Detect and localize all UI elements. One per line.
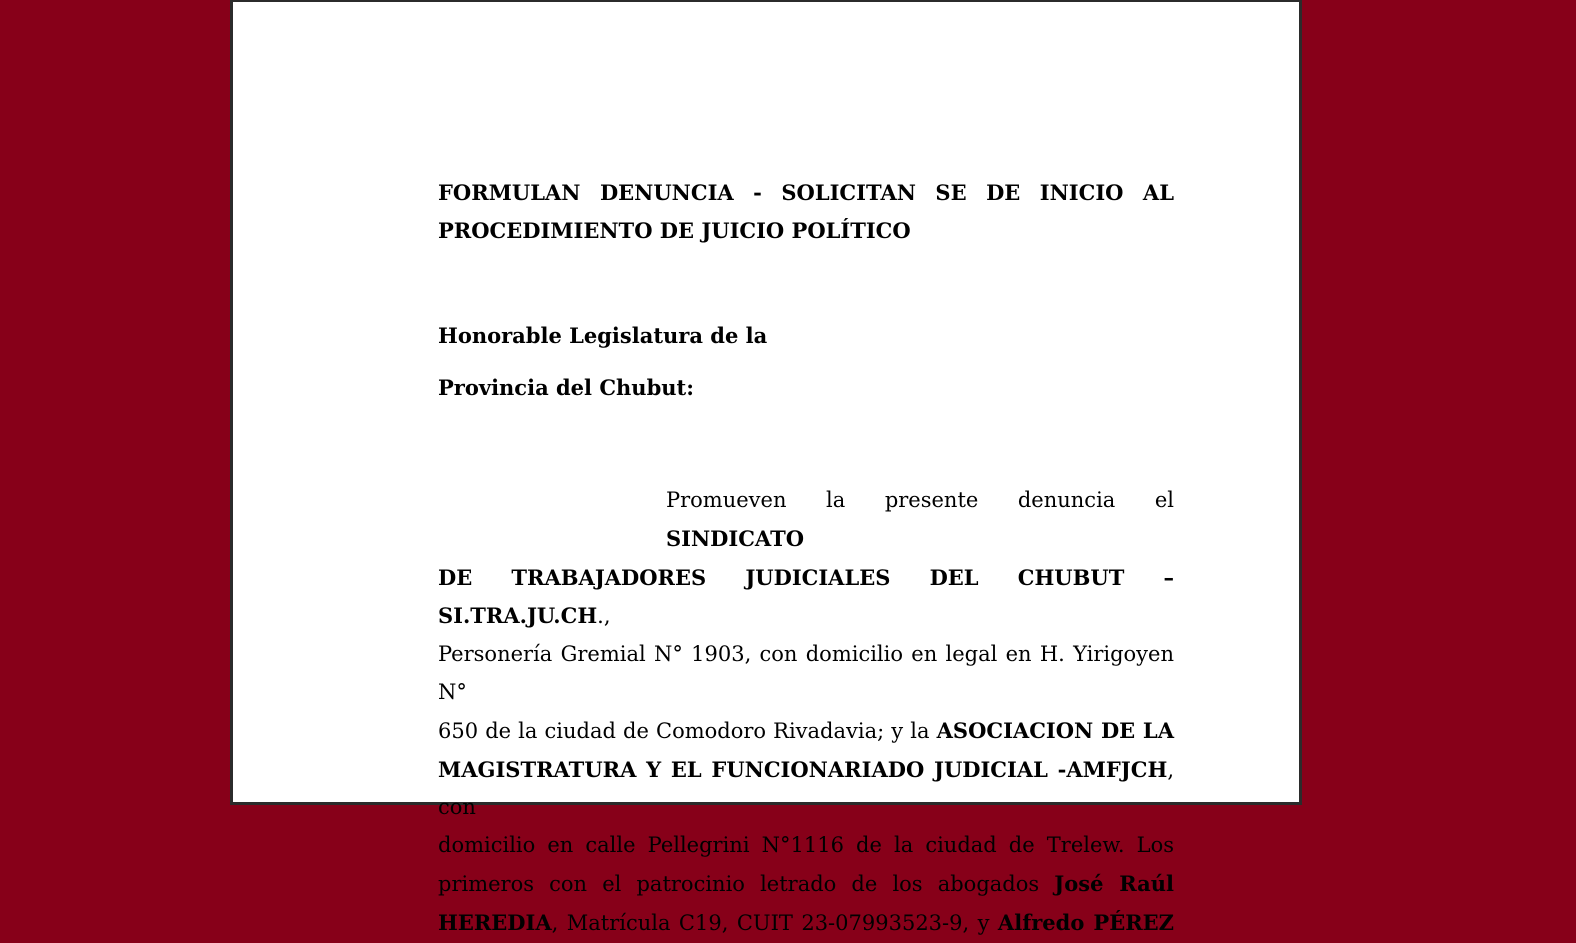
page-content [438,174,1174,943]
body-text: ., [597,604,611,629]
addressee-line-1: Honorable Legislatura de la [438,323,768,348]
body-text: Personería Gremial N° 1903, con domicilio en legal en H. Yirigoyen N° [438,642,1174,704]
addressee-line-2: Provincia del Chubut: [438,375,694,400]
body-text: 650 de la ciudad de Comodoro Rivadavia; y la [438,718,937,743]
body-line-1 [438,482,1174,559]
body-text: Promueven la presente denuncia el [666,488,1174,512]
body-line-8 [438,904,1174,943]
document-page [233,2,1299,935]
document-title [438,174,1174,250]
body-text: domicilio en calle Pellegrini N°1116 de la ciudad de Trelew. Los [438,833,1174,858]
body-bold-text: José Raúl [1054,870,1174,896]
body-bold-text: DE TRABAJADORES JUDICIALES DEL CHUBUT – SI.TRA.JU.CH [438,564,1174,629]
body-line-7 [438,865,1174,904]
title-line-1: FORMULAN DENUNCIA - SOLICITAN SE DE INICIO AL [438,180,1174,205]
body-line-6 [438,827,1174,865]
body-text: primeros con el patrocinio letrado de los abogados [438,871,1055,896]
body-text: , Matrícula C19, CUIT 23-07993523-9, y [551,910,998,935]
body-bold-text: HEREDIA [438,909,552,935]
body-bold-text: SINDICATO [666,525,804,551]
body-line-2 [438,559,1174,637]
body-bold-text: ASOCIACION DE LA [936,717,1174,743]
title-line-2: PROCEDIMIENTO DE JUICIO POLÍTICO [438,218,911,243]
body-paragraph [438,482,1174,943]
body-line-3 [438,636,1174,712]
body-line-5 [438,751,1174,828]
body-bold-text: Alfredo PÉREZ [997,909,1174,935]
body-text: , con [438,757,1174,820]
body-bold-text: MAGISTRATURA Y EL FUNCIONARIADO JUDICIAL -AMFJCH [438,756,1168,782]
body-line-4 [438,712,1174,751]
